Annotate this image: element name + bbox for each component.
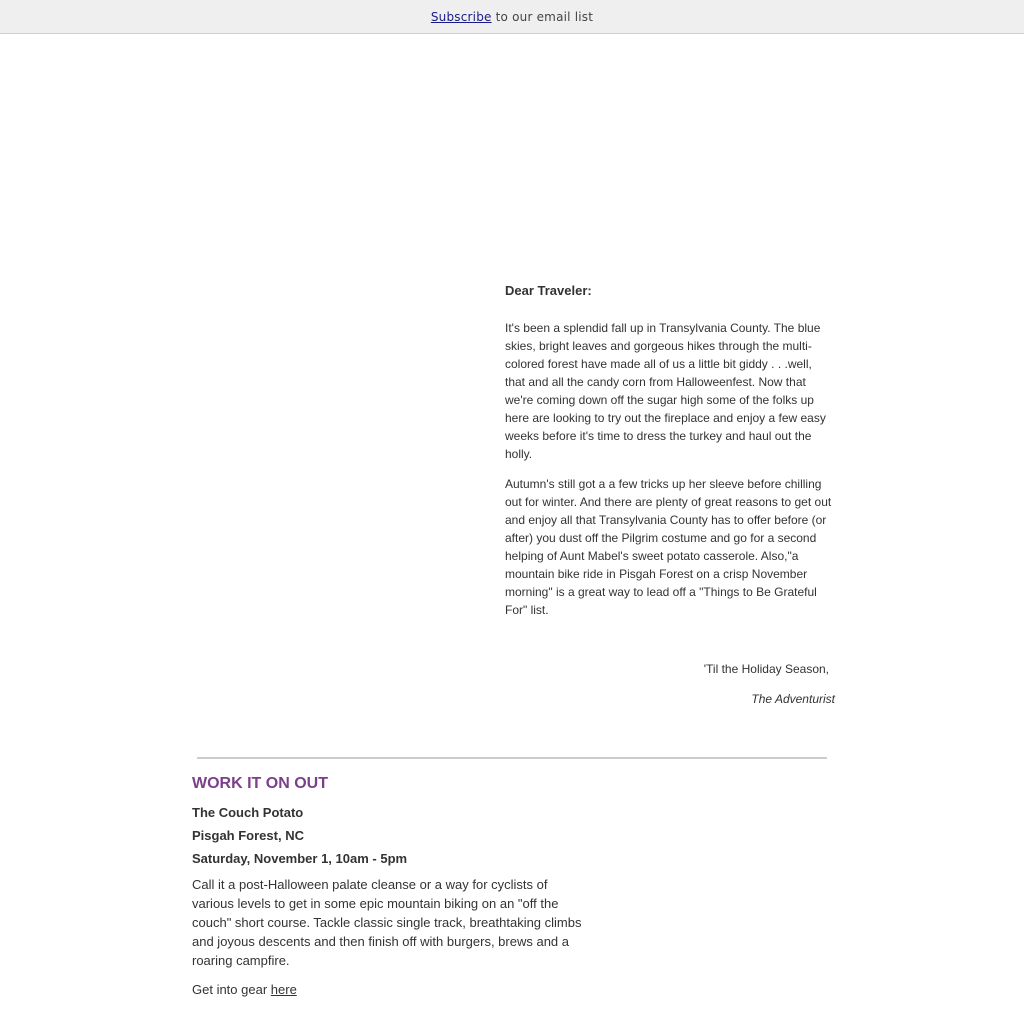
section-divider	[197, 757, 827, 759]
subscribe-link[interactable]: Subscribe	[430, 10, 492, 24]
event-section	[192, 774, 592, 999]
subscribe-bar-text: to our email list	[491, 10, 594, 24]
event-description: Call it a post-Halloween palate cleanse or a way for cyclists of various levels to get in some epic mountain biking on an "off the couch" short course. Tackle classic single track, breathtaking climbs and joyous descents and then finish off with burgers, brews and a roaring campfire.	[192, 877, 582, 968]
section-title: WORK IT ON OUT	[192, 775, 328, 792]
letter-signature: The Adventurist	[751, 692, 835, 706]
letter-paragraph-1: It's been a splendid fall up in Transylvania County. The blue skies, bright leaves and gorgeous hikes through the multi-colored forest have made all of us a little bit giddy . . .well, that and all the candy corn from Halloweenfest. Now that we're coming down off the sugar high some of the folks up here are looking to try out the fireplace and enjoy a few easy weeks before it's time to dress the turkey and haul out the holly.	[505, 321, 826, 461]
gear-line	[192, 980, 592, 999]
gear-prefix: Get into gear	[192, 982, 271, 997]
subscribe-bar	[0, 0, 1024, 34]
event-date: Saturday, November 1, 10am - 5pm	[192, 851, 408, 866]
letter-greeting: Dear Traveler:	[505, 283, 592, 298]
welcome-letter	[505, 282, 835, 708]
gear-here-link[interactable]: here	[270, 982, 297, 997]
letter-signoff: 'Til the Holiday Season,	[703, 662, 829, 676]
letter-paragraph-2: Autumn's still got a a few tricks up her sleeve before chilling out for winter. And there are plenty of great reasons to get out and enjoy all that Transylvania County has to offer before (or after) you dust off the Pilgrim costume and go for a second helping of Aunt Mabel's sweet potato casserole. Also,"a mountain bike ride in Pisgah Forest on a crisp November morning" is a great way to lead off a "Things to Be Grateful For" list.	[505, 477, 832, 617]
event-location: Pisgah Forest, NC	[192, 828, 304, 843]
event-name: The Couch Potato	[192, 805, 304, 820]
